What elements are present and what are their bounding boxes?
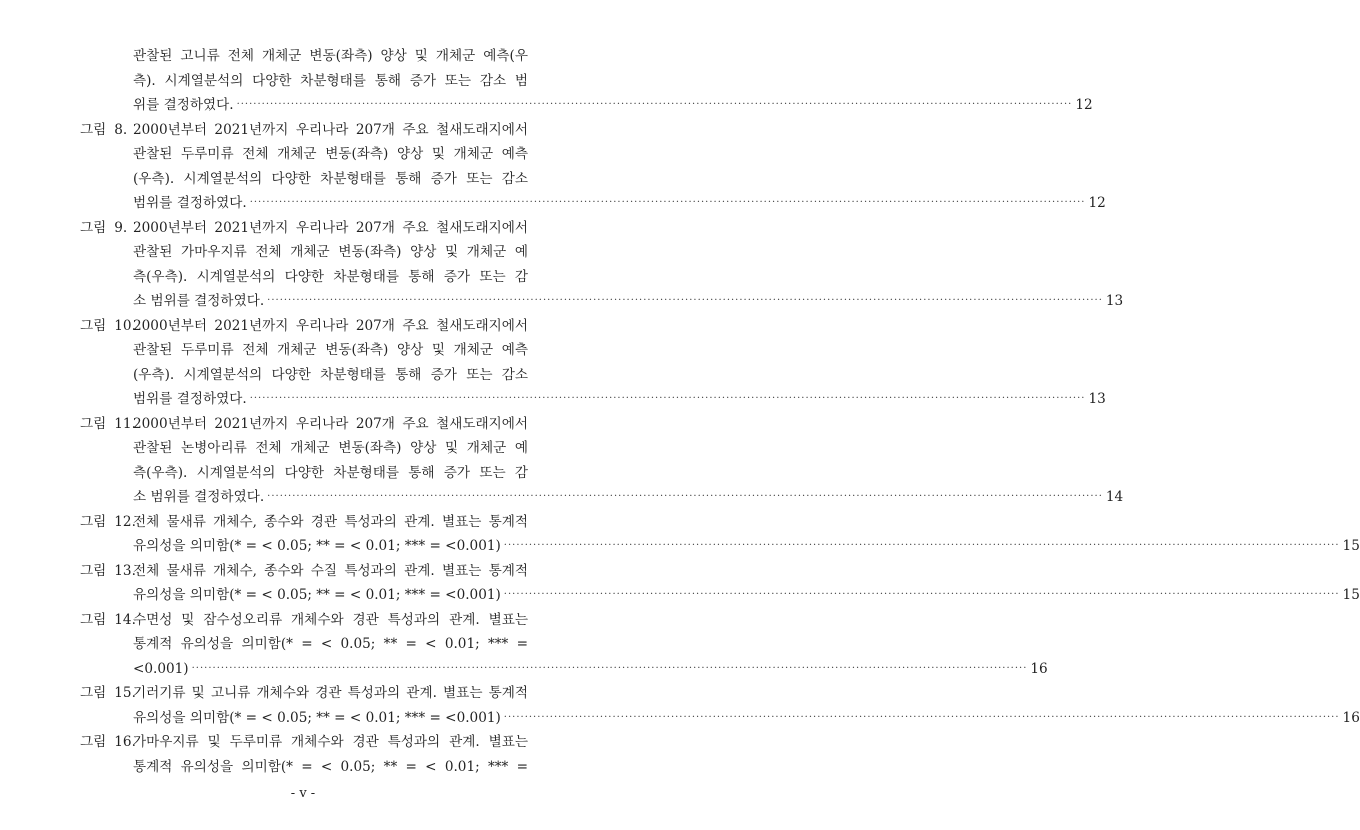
caption-line: 측(우측). 시계열분석의 다양한 차분형태를 통해 증가 또는 감 <box>133 464 528 481</box>
figure-prefix: 그림 <box>80 121 107 138</box>
dot-leader: ········································································································································································································ <box>267 491 1103 502</box>
page-ref[interactable]: 12 <box>1075 97 1093 113</box>
figure-label <box>80 681 136 706</box>
caption-text: 범위를 결정하였다. <box>133 195 247 211</box>
dot-leader: ········································································································································································································ <box>503 540 1340 551</box>
figure-number: 13. <box>114 562 136 579</box>
page-number-footer: - v - <box>290 786 316 801</box>
caption-line: 통계적 유의성을 의미함(* = < 0.05; ** = < 0.01; *** = <box>133 758 528 775</box>
caption-last-line <box>133 485 1124 510</box>
caption-line: (우측). 시계열분석의 다양한 차분형태를 통해 증가 또는 감소 <box>133 170 528 187</box>
toc-entry[interactable] <box>80 510 1360 559</box>
toc-entry[interactable] <box>80 608 1048 682</box>
caption-line: 관찰된 두루미류 전체 개체군 변동(좌측) 양상 및 개체군 예측 <box>133 146 528 162</box>
caption-line: (우측). 시계열분석의 다양한 차분형태를 통해 증가 또는 감소 <box>133 366 528 383</box>
caption-line: 수면성 및 잠수성오리류 개체수와 경관 특성과의 관계. 별표는 <box>133 611 528 628</box>
figure-label <box>80 314 136 339</box>
figure-prefix: 그림 <box>80 513 107 530</box>
figure-number: 9. <box>114 219 128 236</box>
page-ref[interactable]: 12 <box>1088 195 1106 211</box>
caption-line: 관찰된 두루미류 전체 개체군 변동(좌측) 양상 및 개체군 예측 <box>133 342 528 358</box>
list-of-figures <box>80 44 1360 779</box>
dot-leader: ········································································································································································································ <box>236 99 1073 110</box>
figure-label <box>80 510 136 535</box>
toc-entry[interactable] <box>80 412 1124 510</box>
figure-number: 14. <box>114 611 136 628</box>
caption-line: 전체 물새류 개체수, 종수와 수질 특성과의 관계. 별표는 통계적 <box>133 562 528 579</box>
toc-entry[interactable] <box>80 216 1124 314</box>
page-ref[interactable]: 15 <box>1342 538 1360 554</box>
caption-last-line <box>133 583 1360 608</box>
figure-number: 10. <box>114 317 136 334</box>
figure-prefix: 그림 <box>80 734 107 750</box>
dot-leader: ········································································································································································································ <box>503 711 1340 723</box>
caption-line: 관찰된 가마우지류 전체 개체군 변동(좌측) 양상 및 개체군 예 <box>133 244 528 260</box>
caption-line: 기러기류 및 고니류 개체수와 경관 특성과의 관계. 별표는 통계적 <box>133 685 528 701</box>
toc-entry[interactable] <box>80 44 1093 118</box>
dot-leader: ········································································································································································································ <box>267 295 1103 306</box>
caption-line: 2000년부터 2021년까지 우리나라 207개 주요 철새도래지에서 <box>133 219 528 236</box>
dot-leader: ········································································································································································································ <box>191 662 1028 674</box>
caption-last-line <box>133 387 1106 412</box>
caption-line: 2000년부터 2021년까지 우리나라 207개 주요 철새도래지에서 <box>133 121 528 138</box>
caption-last-line <box>133 191 1106 216</box>
caption-line: 전체 물새류 개체수, 종수와 경관 특성과의 관계. 별표는 통계적 <box>133 513 528 530</box>
caption-line: 가마우지류 및 두루미류 개체수와 경관 특성과의 관계. 별표는 <box>133 734 528 750</box>
caption-text: <0.001) <box>133 660 189 677</box>
caption-text: 유의성을 의미함(* = < 0.05; ** = < 0.01; *** = <0.001) <box>133 587 501 603</box>
caption-line: 측). 시계열분석의 다양한 차분형태를 통해 증가 또는 감소 범 <box>133 72 528 89</box>
caption-line: 측(우측). 시계열분석의 다양한 차분형태를 통해 증가 또는 감 <box>133 268 528 285</box>
figure-prefix: 그림 <box>80 415 107 432</box>
caption-line: 통계적 유의성을 의미함(* = < 0.05; ** = < 0.01; *** = <box>133 636 528 652</box>
toc-entry[interactable] <box>80 730 528 779</box>
figure-number: 12. <box>114 513 136 530</box>
page-ref[interactable]: 15 <box>1342 587 1360 603</box>
caption-line: 관찰된 고니류 전체 개체군 변동(좌측) 양상 및 개체군 예측(우 <box>133 48 528 64</box>
figure-prefix: 그림 <box>80 562 107 579</box>
caption-last-line <box>133 93 1093 118</box>
dot-leader: ········································································································································································································ <box>249 393 1086 404</box>
page-ref[interactable]: 16 <box>1030 660 1048 677</box>
figure-label <box>80 216 127 241</box>
caption-text: 유의성을 의미함(* = < 0.05; ** = < 0.01; *** = <0.001) <box>133 709 501 726</box>
figure-label <box>80 412 136 437</box>
figure-number: 15. <box>114 685 136 701</box>
figure-label <box>80 559 136 584</box>
caption-text: 소 범위를 결정하였다. <box>133 293 265 309</box>
figure-prefix: 그림 <box>80 317 107 334</box>
toc-entry[interactable] <box>80 559 1360 608</box>
caption-text: 위를 결정하였다. <box>133 97 234 113</box>
toc-entry[interactable] <box>80 314 1106 412</box>
page-ref[interactable]: 13 <box>1105 293 1124 309</box>
page-ref[interactable]: 16 <box>1342 709 1360 726</box>
caption-line: 2000년부터 2021년까지 우리나라 207개 주요 철새도래지에서 <box>133 415 528 432</box>
page-ref[interactable]: 14 <box>1105 489 1124 505</box>
figure-label <box>80 608 136 633</box>
caption-text: 범위를 결정하였다. <box>133 391 247 407</box>
figure-number: 11. <box>114 415 136 432</box>
caption-line: 관찰된 논병아리류 전체 개체군 변동(좌측) 양상 및 개체군 예 <box>133 440 528 456</box>
figure-prefix: 그림 <box>80 685 107 701</box>
caption-last-line <box>133 289 1124 314</box>
figure-number: 8. <box>114 121 128 138</box>
figure-label <box>80 118 127 143</box>
dot-leader: ········································································································································································································ <box>249 197 1086 208</box>
caption-last-line <box>133 534 1360 559</box>
figure-number: 16. <box>114 734 136 750</box>
toc-entry[interactable] <box>80 118 1106 216</box>
figure-prefix: 그림 <box>80 611 107 628</box>
page-ref[interactable]: 13 <box>1088 391 1106 407</box>
caption-last-line <box>133 706 1360 731</box>
dot-leader: ········································································································································································································ <box>503 589 1340 600</box>
figure-prefix: 그림 <box>80 219 107 236</box>
caption-last-line <box>133 657 1048 682</box>
caption-text: 소 범위를 결정하였다. <box>133 489 265 505</box>
figure-label <box>80 730 136 755</box>
toc-entry[interactable] <box>80 681 1360 730</box>
caption-line: 2000년부터 2021년까지 우리나라 207개 주요 철새도래지에서 <box>133 317 528 334</box>
caption-text: 유의성을 의미함(* = < 0.05; ** = < 0.01; *** = <0.001) <box>133 538 501 554</box>
